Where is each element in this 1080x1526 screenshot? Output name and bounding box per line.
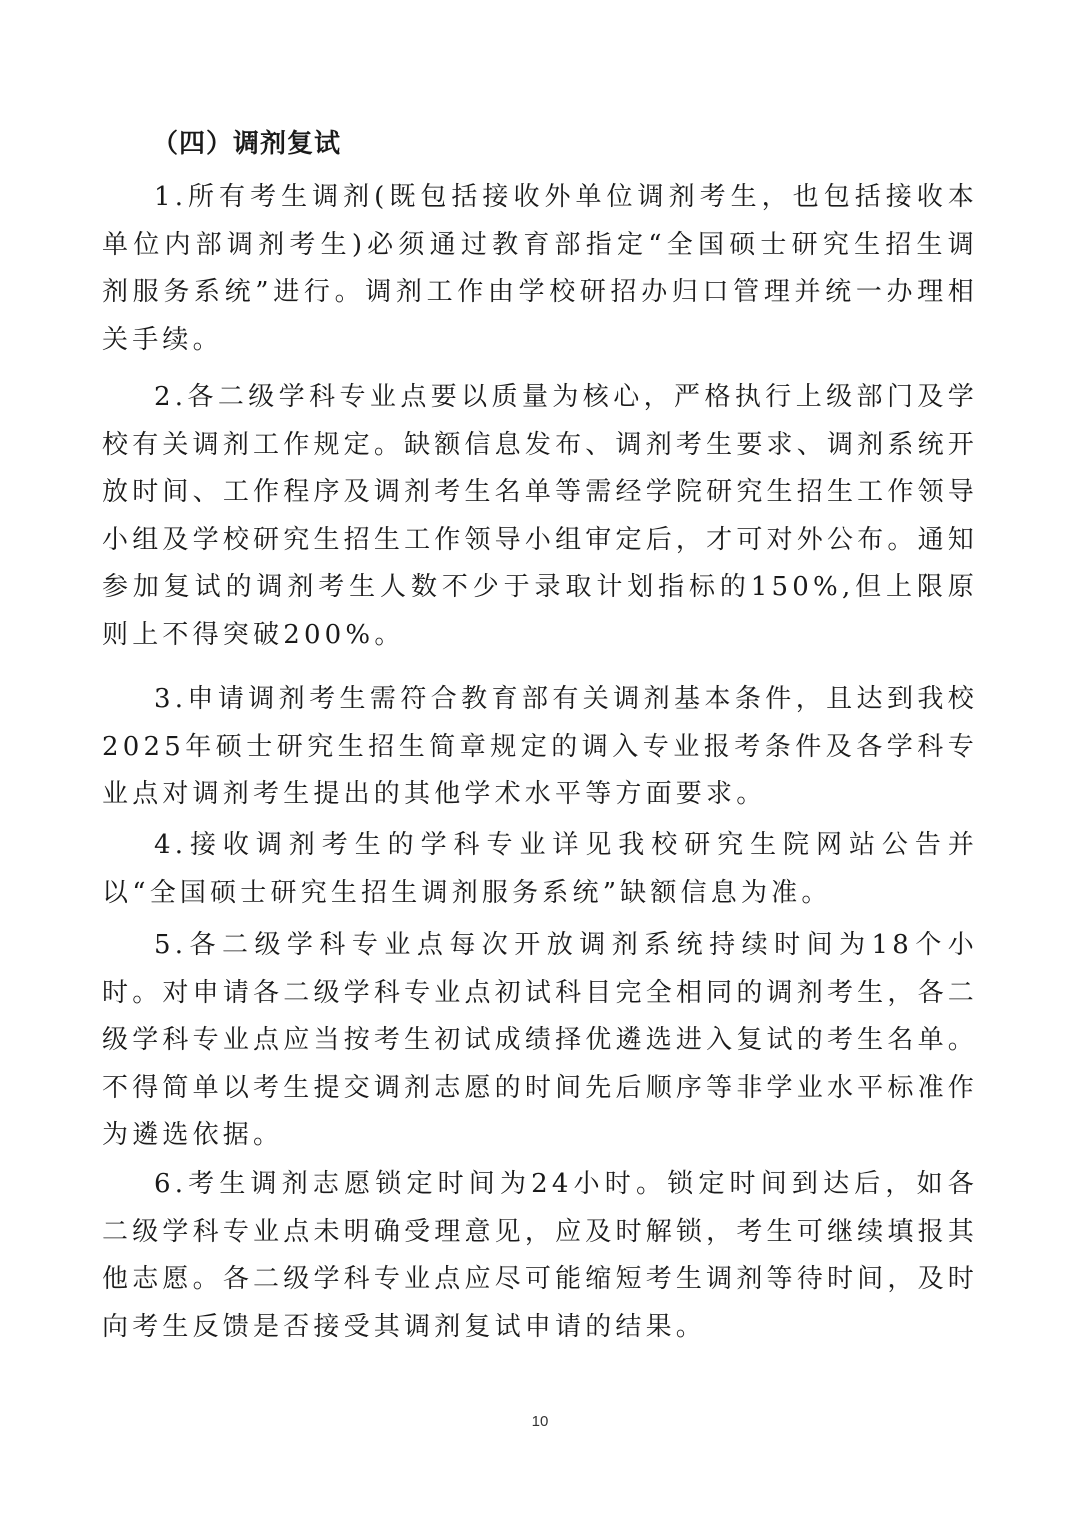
- section-heading: （四）调剂复试: [152, 129, 342, 159]
- page-number: 10: [531, 1413, 549, 1430]
- paragraph-2: 2.各二级学科专业点要以质量为核心，严格执行上级部门及学校有关调剂工作规定。缺额信息发布、调剂考生要求、调剂系统开放时间、工作程序及调剂考生名单等需经学院研究生招生工作领导小组及学校研究生招生工作领导小组审定后，才可对外公布。通知参加复试的调剂考生人数不少于录取计划指标的150%,但上限原则上不得突破200%。: [102, 382, 978, 650]
- paragraph-3: 3.申请调剂考生需符合教育部有关调剂基本条件，且达到我校2025年硕士研究生招生简章规定的调入专业报考条件及各学科专业点对调剂考生提出的其他学术水平等方面要求。: [102, 684, 978, 809]
- paragraph-1: 1.所有考生调剂(既包括接收外单位调剂考生，也包括接收本单位内部调剂考生)必须通过教育部指定“全国硕士研究生招生调剂服务系统”进行。调剂工作由学校研招办归口管理并统一办理相关手续。: [102, 182, 978, 355]
- paragraph-4: 4.接收调剂考生的学科专业详见我校研究生院网站公告并以“全国硕士研究生招生调剂服务系统”缺额信息为准。: [102, 830, 978, 908]
- paragraph-5: 5.各二级学科专业点每次开放调剂系统持续时间为18个小时。对申请各二级学科专业点初试科目完全相同的调剂考生，各二级学科专业点应当按考生初试成绩择优遴选进入复试的考生名单。不得简单以考生提交调剂志愿的时间先后顺序等非学业水平标准作为遴选依据。: [102, 930, 978, 1150]
- paragraph-6: 6.考生调剂志愿锁定时间为24小时。锁定时间到达后，如各二级学科专业点未明确受理意见，应及时解锁，考生可继续填报其他志愿。各二级学科专业点应尽可能缩短考生调剂等待时间，及时向考生反馈是否接受其调剂复试申请的结果。: [102, 1169, 978, 1342]
